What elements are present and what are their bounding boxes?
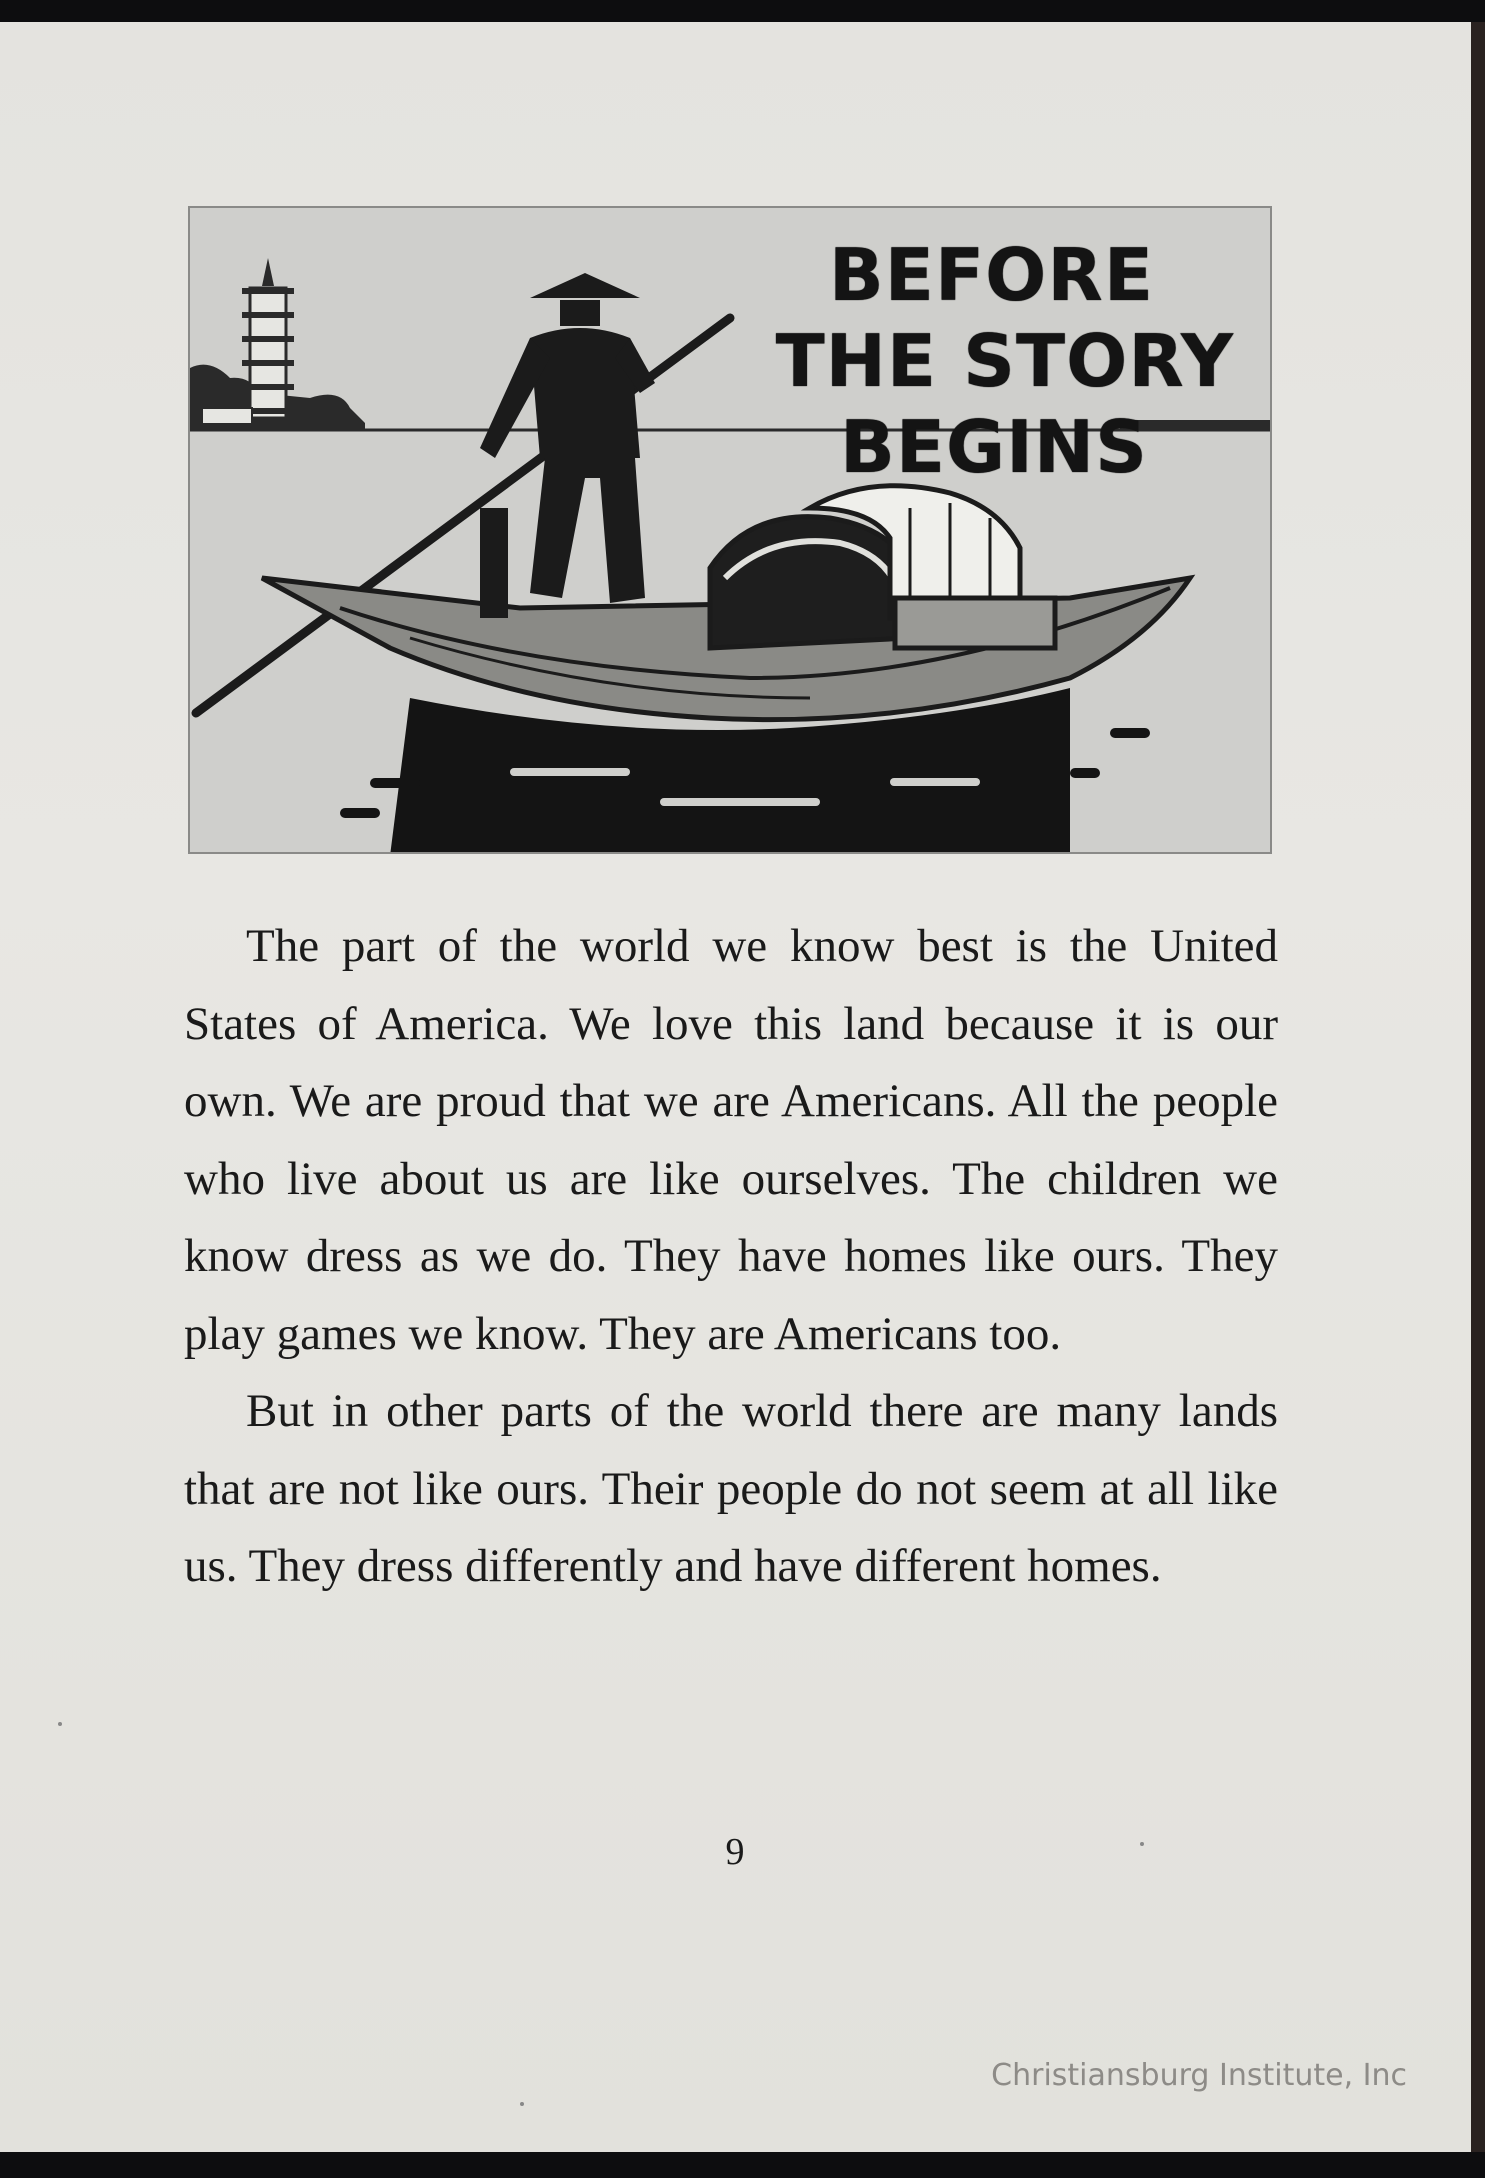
paper-speck bbox=[520, 2102, 524, 2106]
paper-speck bbox=[58, 1722, 62, 1726]
body-text bbox=[184, 908, 1278, 1606]
chapter-title bbox=[764, 232, 1234, 490]
chapter-illustration bbox=[188, 206, 1272, 854]
title-line-2: THE STORY bbox=[775, 319, 1234, 403]
page-number: 9 bbox=[725, 1831, 745, 1873]
book-page bbox=[0, 22, 1485, 2152]
watermark-text: Christiansburg Institute, Inc bbox=[991, 2058, 1407, 2093]
paper-speck bbox=[1140, 1842, 1144, 1846]
paragraph-1: The part of the world we know best is the United States of America. We love this land because it is our own. We are proud that we are Americans. All the people who live about us are like ourselves. The children we know dress as we do. They have homes like ours. They play games we know. They are Americans too. bbox=[184, 920, 1278, 1360]
title-line-1: BEFORE bbox=[828, 233, 1154, 317]
title-line-3: BEGINS bbox=[839, 405, 1148, 489]
paragraph-2: But in other parts of the world there are many lands that are not like ours. Their people do not seem at all like us. They dress differently and have different homes. bbox=[184, 1385, 1278, 1592]
